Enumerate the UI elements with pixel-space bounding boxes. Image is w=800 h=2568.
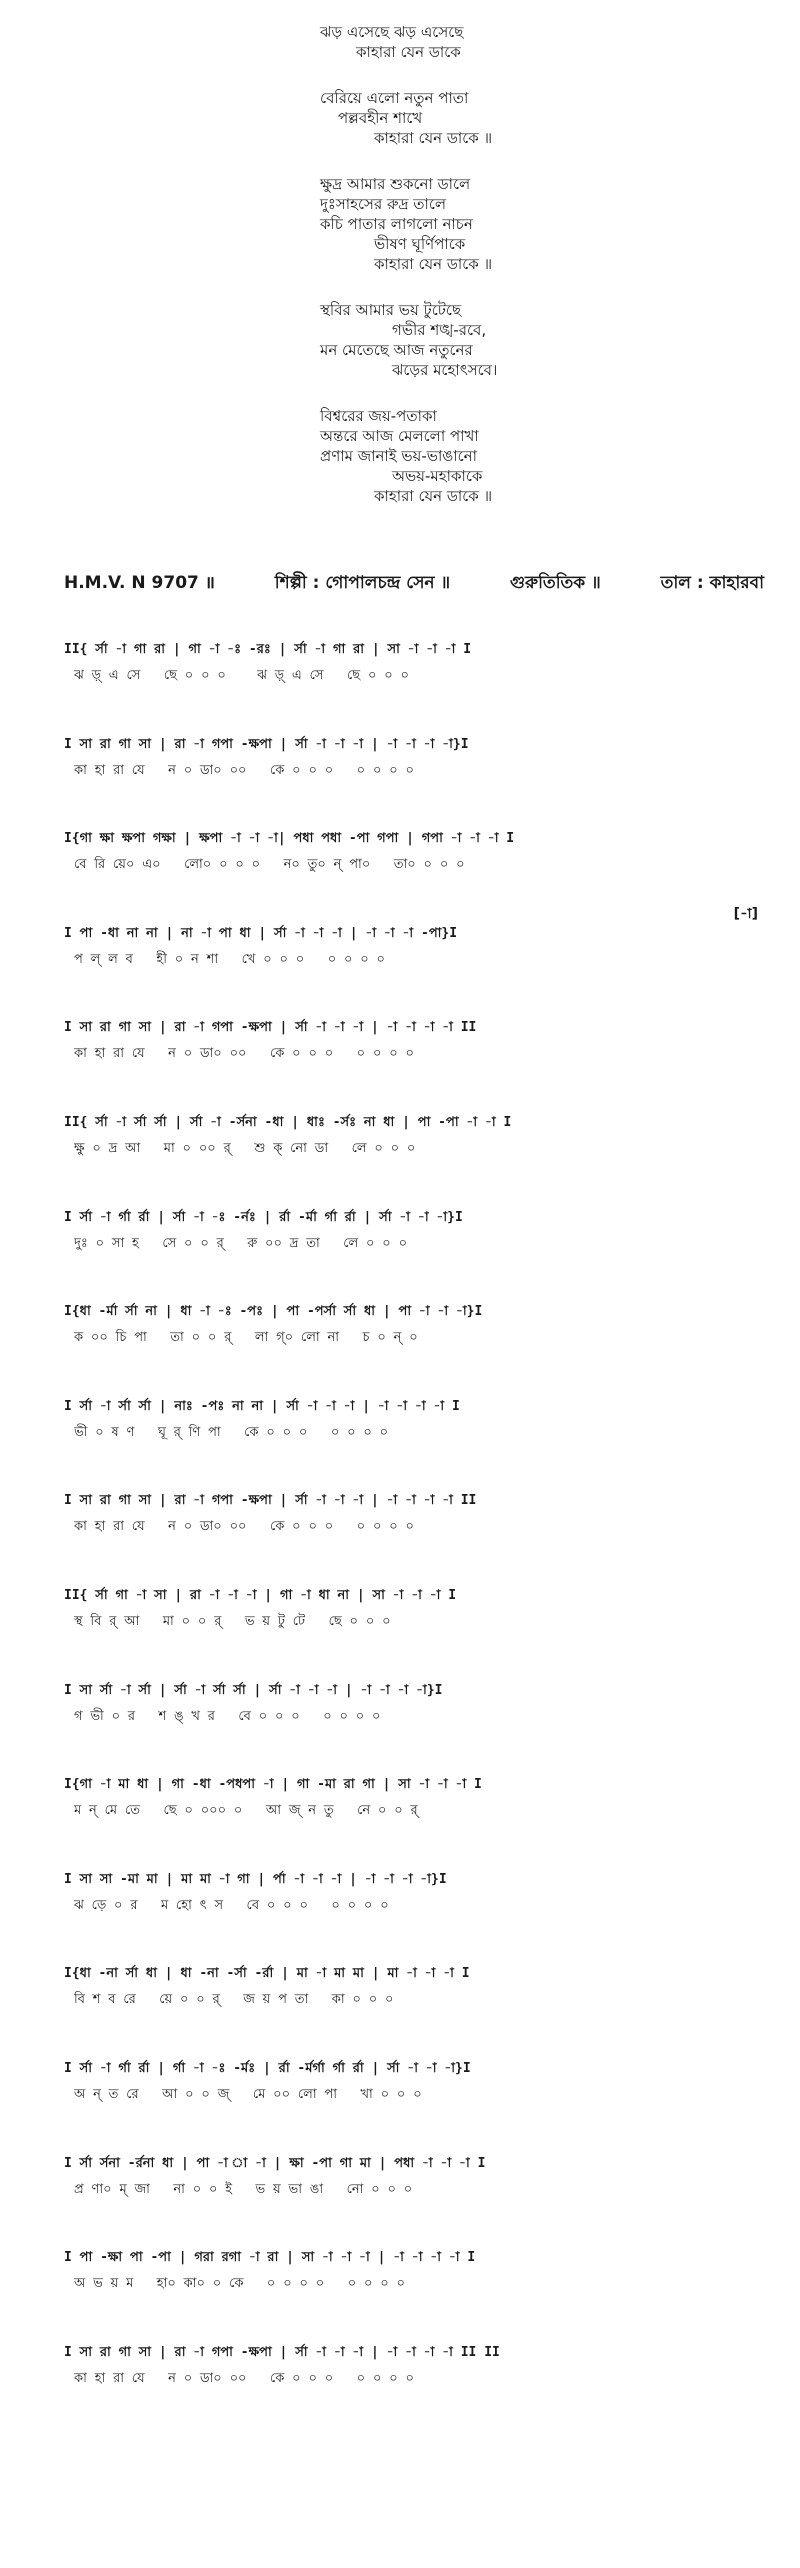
lyric-line: স্থবির আমার ভয় টুটেছে bbox=[320, 301, 462, 319]
swara-line: I{ধা -না র্সা ধা | ধা -না -র্সা -র্রা | মা -া মা মা | মা -া -া -া I bbox=[64, 1966, 470, 1982]
syllable-line: বি শ ব রে য়ে ০ ০ র্ জ য় প তা কা ০ ০ ০ bbox=[74, 1992, 394, 2008]
lyric-stanza bbox=[320, 88, 700, 148]
notation-row bbox=[64, 735, 764, 830]
syllable-line: অ ন্ ত রে আ ০ ০ জ্ মে ০০ লো পা খা ০ ০ ০ bbox=[74, 2086, 422, 2102]
syllable-line: ঝ ড়ে ০ র ম হো ৎ স বে ০ ০ ০ ০ ০ ০ ০ bbox=[74, 1897, 389, 1913]
lyric-line: গভীর শঙ্খ-রবে, bbox=[392, 321, 487, 339]
notation-row bbox=[64, 1397, 764, 1492]
lyric-line: অন্তরে আজ মেললো পাখা bbox=[320, 427, 479, 445]
syllable-line: ক্ষু ০ দ্র আ মা ০ ০০ র্ শু ক্ নো ডা লে ০ ০ ০ bbox=[74, 1140, 416, 1156]
syllable-line: কা হা রা যে ন ০ ডা০ ০০ কে ০ ০ ০ ০ ০ ০ ০ bbox=[74, 2370, 414, 2386]
syllable-line: ক ০০ চি পা তা ০ ০ র্ লা গ্০ লো না চ ০ ন্ ০ bbox=[74, 1330, 418, 1346]
lyric-line: প্রণাম জানাই ভয়-ভাঙানো bbox=[320, 447, 477, 465]
notation-row bbox=[64, 2248, 764, 2343]
variant-note: [-া] bbox=[733, 905, 758, 922]
syllable-line: স্থ বি র্ আ মা ০ ০ র্ ভ য় টু টে ছে ০ ০ ০ bbox=[74, 1613, 391, 1629]
syllable-line: গ ভী ০ র শ ঙ্ খ র বে ০ ০ ০ ০ ০ ০ ০ bbox=[74, 1708, 381, 1724]
notation-row bbox=[64, 2059, 764, 2154]
composer-credit: গুরুতিতিক ॥ bbox=[509, 573, 601, 593]
syllable-line: ম ন্ মে তে ছে ০ ০০০ ০ আ জ্ ন তু নে ০ ০ র্ bbox=[74, 1803, 418, 1819]
lyric-line: অভয়-মহাকাকে bbox=[392, 467, 483, 485]
lyric-line: ভীষণ ঘূর্ণিপাকে bbox=[374, 235, 466, 253]
syllable-line: কা হা রা যে ন ০ ডা০ ০০ কে ০ ০ ০ ০ ০ ০ ০ bbox=[74, 1519, 414, 1535]
swara-line: I সা সা -মা মা | মা মা -া গা | র্পা -া -া -া | -া -া -া -া}I bbox=[64, 1871, 447, 1887]
swara-line: I র্সা -া র্সা র্সা | নাঃ -পঃ না না | র্সা -া -া -া | -া -া -া -া I bbox=[64, 1398, 460, 1414]
syllable-line: দুঃ ০ সা হ সে ০ ০ র্ রু ০০ দ্র তা লে ০ ০ ০ bbox=[74, 1235, 408, 1251]
swara-line: I সা রা গা সা | রা -া গপা -ক্ষপা | র্সা -া -া -া | -া -া -া -া}I bbox=[64, 736, 469, 752]
syllable-line: ঝ ড়্ এ সে ছে ০ ০ ০ ঝ ড়্ এ সে ছে ০ ০ ০ bbox=[74, 668, 409, 683]
lyric-line: ঝড় এসেছে ঝড় এসেছে bbox=[320, 23, 464, 41]
syllable-line: অ ভ য় ম হা০ কা০ ০ কে ০ ০ ০ ০ ০ ০ ০ ০ bbox=[74, 2276, 405, 2292]
notation-row bbox=[64, 1302, 764, 1397]
swara-line: I{ধা -র্মা র্সা না | ধা -া -ঃ -পঃ | পা -পর্সা র্সা ধা | পা -া -া -া}I bbox=[64, 1304, 483, 1320]
swara-line: I সা রা গা সা | রা -া গপা -ক্ষপা | র্সা -া -া -া | -া -া -া -া II bbox=[64, 1493, 477, 1509]
swara-line: I র্সা -া র্গা র্রা | র্সা -া -ঃ -র্নঃ | র্রা -র্মা র্গা র্রা | র্সা -া -া -া}I bbox=[64, 1209, 463, 1225]
notation-row bbox=[64, 1018, 764, 1113]
lyric-line: ক্ষুদ্র আমার শুকনো ডালে bbox=[320, 175, 471, 193]
artist-credit: শিল্পী : গোপালচন্দ্র সেন ॥ bbox=[274, 573, 451, 593]
swara-line: I র্সা র্সনা -র্রনা ধা | পা -া া -া | ক্ষা -পা গা মা | পধা -া -া -া I bbox=[64, 2155, 486, 2171]
swara-line: I পা -ক্ষা পা -পা | গরা রগা -া রা | সা -া -া -া | -া -া -া -া I bbox=[64, 2250, 476, 2266]
lyric-line: ঝড়ের মহোৎসবে। bbox=[392, 361, 498, 379]
lyric-line: কচি পাতার লাগলো নাচন bbox=[320, 215, 473, 233]
lyric-line: কাহারা যেন ডাকে ॥ bbox=[374, 487, 493, 505]
swara-line: I{গা -া মা ধা | গা -ধা -পধপা -া | গা -মা রা গা | সা -া -া -া I bbox=[64, 1777, 482, 1793]
notation-row bbox=[64, 1113, 764, 1208]
lyric-line: কাহারা যেন ডাকে bbox=[356, 43, 461, 61]
syllable-line: প ল্ ল ব হী ০ ন শা খে ০ ০ ০ ০ ০ ০ ০ bbox=[74, 951, 385, 967]
swara-line: I সা র্সা -া র্সা | র্সা -া র্সা র্সা | র্সা -া -া -া | -া -া -া -া}I bbox=[64, 1682, 443, 1698]
lyric-line: পল্লবহীন শাখে bbox=[338, 109, 423, 127]
swara-line: I পা -ধা না না | না -া পা ধা | র্সা -া -া -া | -া -া -া -পা}I bbox=[64, 925, 458, 941]
notation-row bbox=[64, 1491, 764, 1586]
notation-row bbox=[64, 1586, 764, 1681]
lyric-line: দুঃসাহসের রুদ্র তালে bbox=[320, 195, 447, 213]
swara-line: I র্সা -া র্গা র্রা | র্গা -া -ঃ -র্মঃ | র্রা -র্মর্গা র্গা র্রা | র্সা -া -া -া}I bbox=[64, 2060, 471, 2076]
swara-line: I{গা ক্ষা ক্ষপা গক্ষা | ক্ষপা -া -া -া| পধা পধা -পা গপা | গপা -া -া -া I bbox=[64, 831, 515, 847]
swara-line: II{ র্সা গা -া সা | রা -া -া -া | গা -া ধা না | সা -া -া -া I bbox=[64, 1587, 457, 1603]
notation-row bbox=[64, 1870, 764, 1965]
syllable-line: প্র ণা০ ম্ জা না ০ ০ ই ভ য় ভা ঙা নো ০ ০ ০ bbox=[74, 2181, 413, 2197]
lyric-line: কাহারা যেন ডাকে ॥ bbox=[374, 255, 493, 273]
lyric-stanza bbox=[320, 22, 700, 62]
notation-row bbox=[64, 829, 764, 924]
lyric-stanza bbox=[320, 300, 700, 380]
song-lyrics bbox=[320, 22, 700, 532]
record-info bbox=[64, 570, 764, 598]
notation-row bbox=[64, 1681, 764, 1776]
lyric-line: কাহারা যেন ডাকে ॥ bbox=[374, 129, 493, 147]
notation-row bbox=[64, 1964, 764, 2059]
notation-section bbox=[64, 640, 764, 2437]
swara-line: I সা রা গা সা | রা -া গপা -ক্ষপা | র্সা -া -া -া | -া -া -া -া II bbox=[64, 1020, 477, 1036]
notation-row bbox=[64, 640, 764, 735]
swara-line: II{ র্সা -া গা রা | গা -া -ঃ -রঃ | র্সা -া গা রা | সা -া -া -া I bbox=[64, 642, 472, 657]
syllable-line: বে রি য়ে০ এ০ লো০ ০ ০ ০ ন০ তু০ ন্ পা০ তা০ ০ ০ ০ bbox=[74, 857, 465, 873]
syllable-line: কা হা রা যে ন ০ ডা০ ০০ কে ০ ০ ০ ০ ০ ০ ০ bbox=[74, 762, 414, 778]
notation-row bbox=[64, 2343, 764, 2438]
swara-line: II{ র্সা -া র্সা র্সা | র্সা -া -র্সনা -ধা | ধাঃ -র্সঃ না ধা | পা -পা -া -া I bbox=[64, 1114, 512, 1130]
syllable-line: কা হা রা যে ন ০ ডা০ ০০ কে ০ ০ ০ ০ ০ ০ ০ bbox=[74, 1046, 414, 1062]
swara-line: I সা রা গা সা | রা -া গপা -ক্ষপা | র্সা -া -া -া | -া -া -া -া II II bbox=[64, 2344, 500, 2360]
lyric-line: বিশ্বরের জয়-পতাকা bbox=[320, 407, 437, 425]
lyric-stanza bbox=[320, 174, 700, 274]
record-number: H.M.V. N 9707 ॥ bbox=[64, 573, 215, 593]
notation-row bbox=[64, 1775, 764, 1870]
lyric-line: বেরিয়ে এলো নতুন পাতা bbox=[320, 89, 469, 107]
lyric-line: মন মেতেছে আজ নতুনের bbox=[320, 341, 473, 359]
lyric-stanza bbox=[320, 406, 700, 506]
notation-row bbox=[64, 2154, 764, 2249]
syllable-line: ভী ০ ষ ণ ঘূ র্ ণি পা কে ০ ০ ০ ০ ০ ০ ০ bbox=[74, 1424, 389, 1440]
notation-row bbox=[64, 905, 764, 1019]
notation-row bbox=[64, 1208, 764, 1303]
taal-label: তাল : কাহারবা bbox=[660, 573, 764, 593]
